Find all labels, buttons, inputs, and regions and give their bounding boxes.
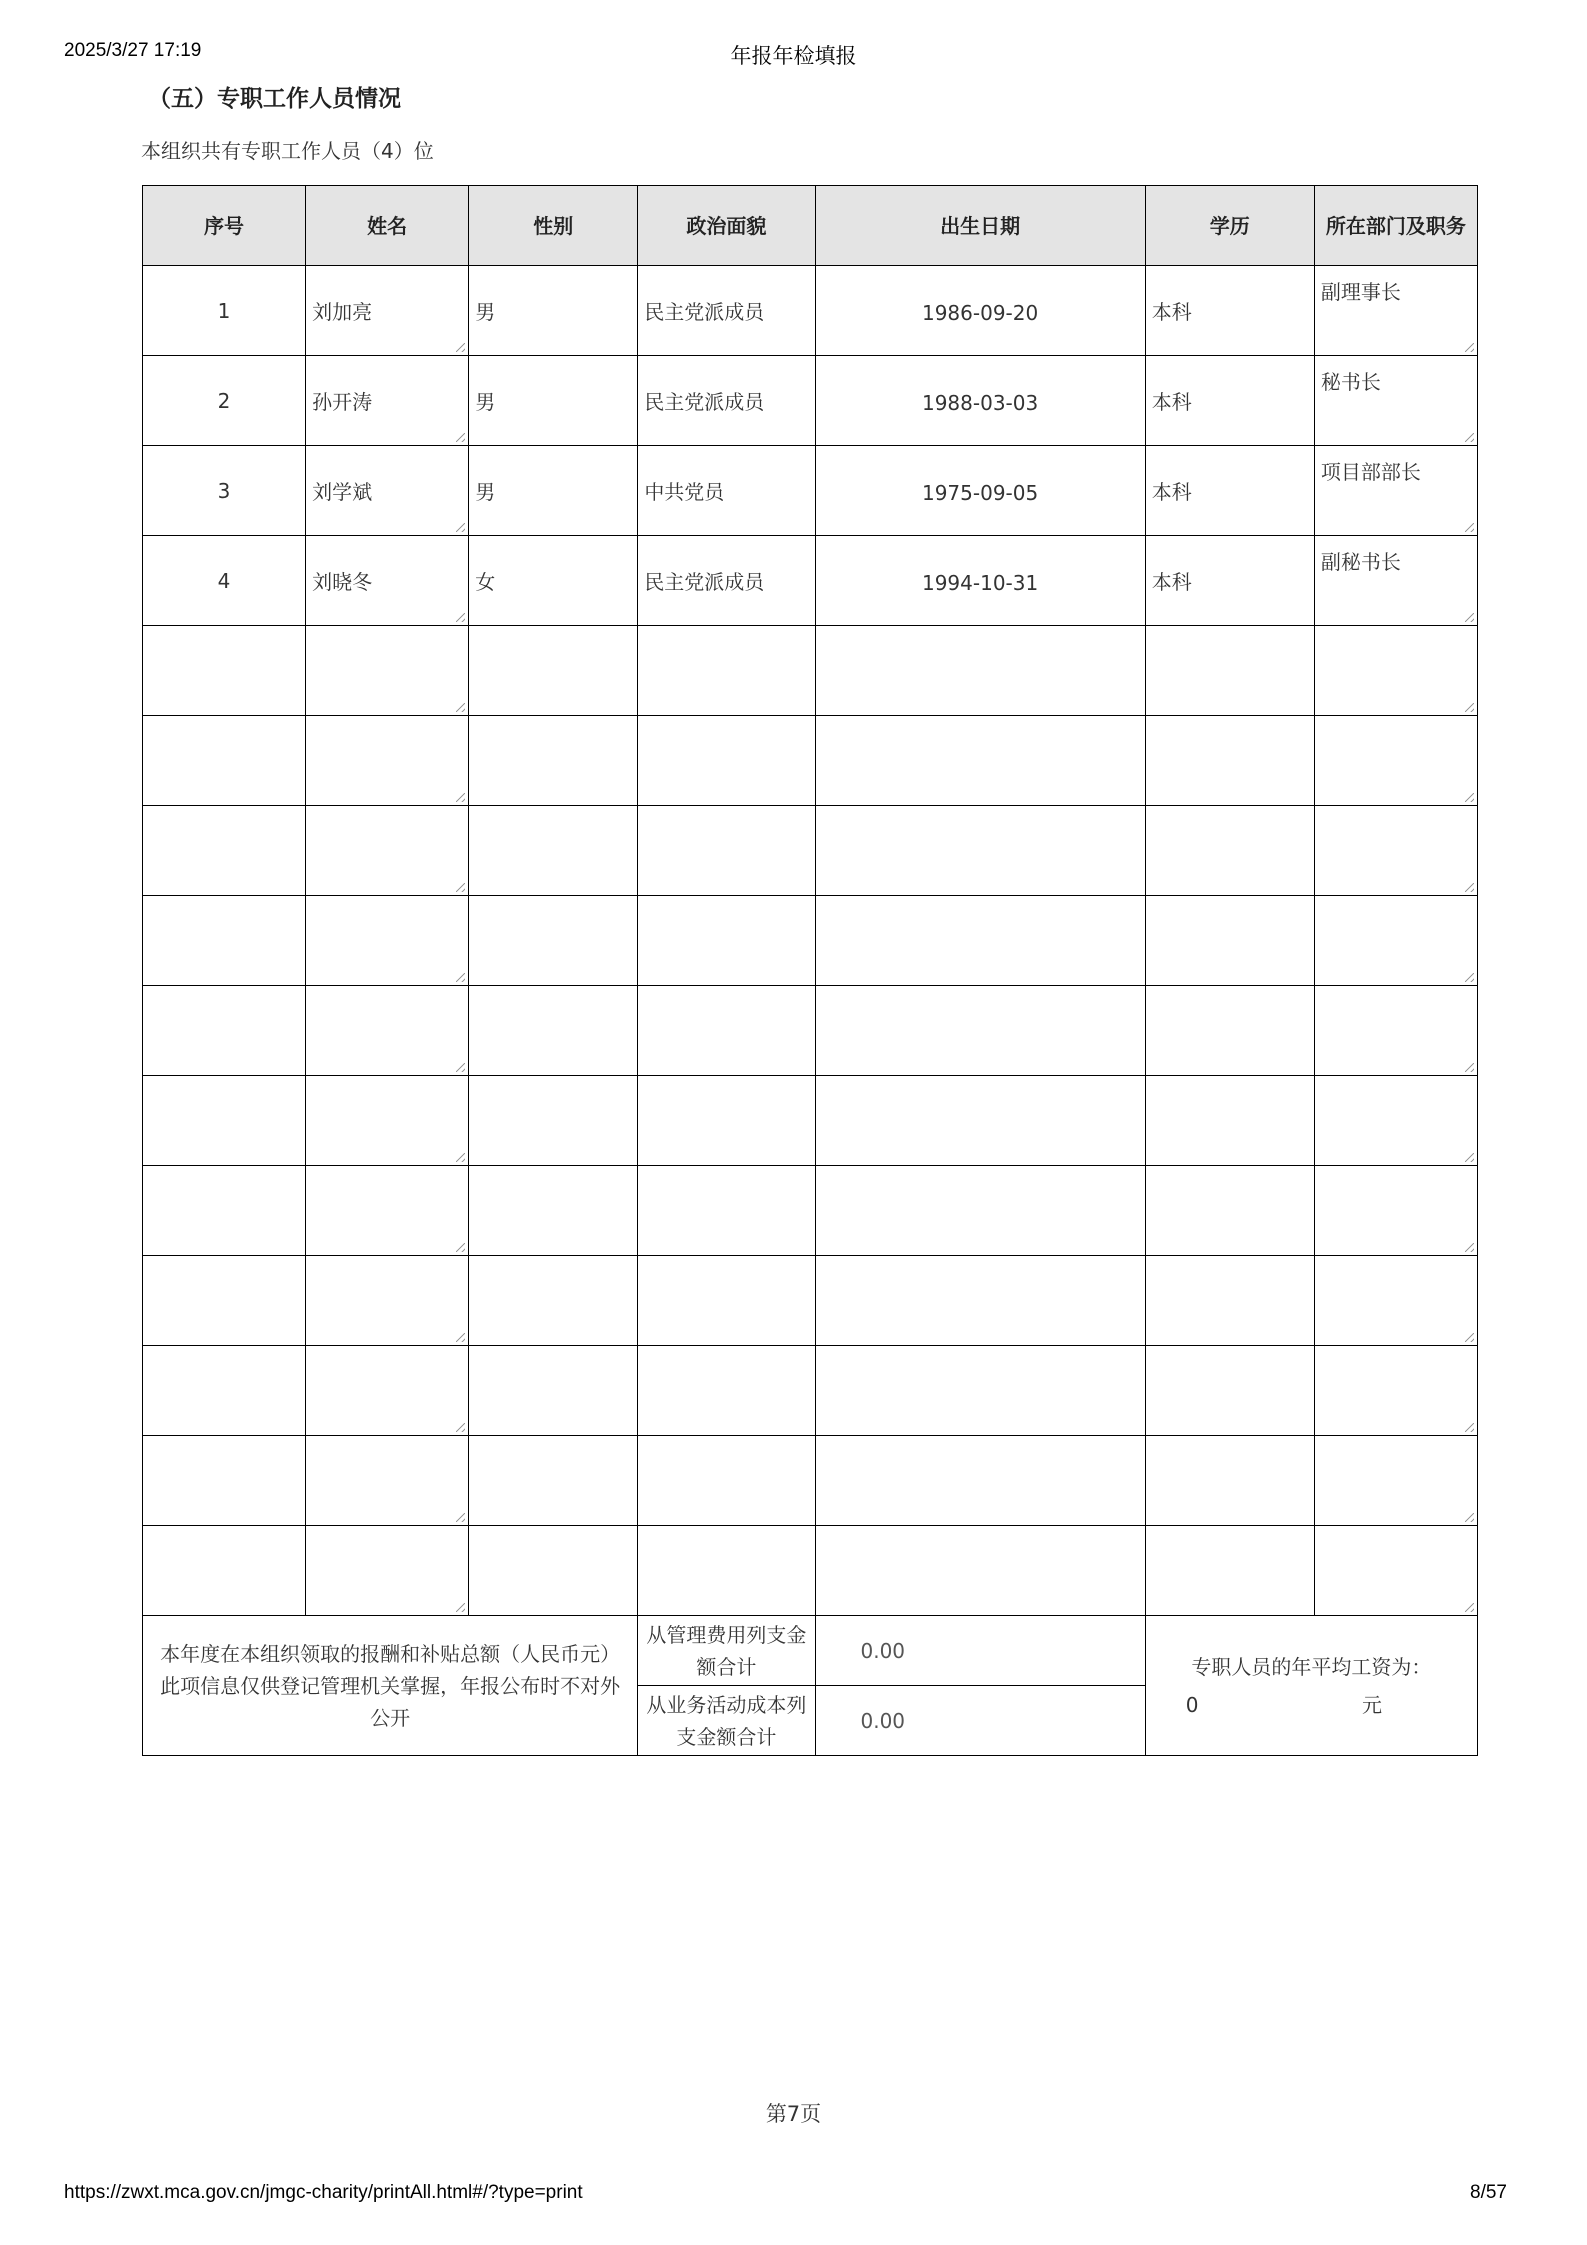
page-count: 8/57 bbox=[1470, 2182, 1507, 2203]
table-row bbox=[143, 626, 1478, 716]
cell-name[interactable] bbox=[306, 1526, 469, 1616]
cell-name[interactable] bbox=[306, 626, 469, 716]
cell-name[interactable] bbox=[306, 1346, 469, 1436]
cell-index bbox=[143, 1076, 306, 1166]
cell-education[interactable] bbox=[1145, 716, 1314, 806]
average-salary-value[interactable]: 0 bbox=[1185, 1692, 1199, 1717]
cell-index bbox=[143, 806, 306, 896]
cell-department-position[interactable] bbox=[1314, 1076, 1477, 1166]
cell-department-position[interactable] bbox=[1314, 1256, 1477, 1346]
cell-name[interactable] bbox=[306, 716, 469, 806]
cell-department-position[interactable] bbox=[1314, 986, 1477, 1076]
cell-birth-date[interactable]: 1975-09-05 bbox=[815, 446, 1145, 536]
section-title: （五）专职工作人员情况 bbox=[148, 86, 401, 112]
cell-name[interactable] bbox=[306, 896, 469, 986]
cell-education[interactable]: 本科 bbox=[1145, 266, 1314, 356]
cell-gender[interactable] bbox=[469, 1166, 638, 1256]
cell-political-status[interactable] bbox=[638, 1436, 815, 1526]
cell-political-status[interactable] bbox=[638, 1526, 815, 1616]
cell-political-status[interactable] bbox=[638, 896, 815, 986]
cell-name[interactable] bbox=[306, 1166, 469, 1256]
cell-gender[interactable]: 男 bbox=[469, 266, 638, 356]
table-row bbox=[143, 1526, 1478, 1616]
cell-political-status[interactable] bbox=[638, 986, 815, 1076]
cell-gender[interactable] bbox=[469, 1076, 638, 1166]
cell-index bbox=[143, 1166, 306, 1256]
cell-education[interactable] bbox=[1145, 1346, 1314, 1436]
header-education: 学历 bbox=[1145, 186, 1314, 266]
cell-birth-date[interactable] bbox=[815, 1256, 1145, 1346]
cell-gender[interactable] bbox=[469, 1346, 638, 1436]
cell-gender[interactable] bbox=[469, 896, 638, 986]
staff-count-summary: 本组织共有专职工作人员（4）位 bbox=[141, 139, 434, 163]
cell-birth-date[interactable] bbox=[815, 1076, 1145, 1166]
cell-education[interactable]: 本科 bbox=[1145, 446, 1314, 536]
cell-political-status[interactable] bbox=[638, 1076, 815, 1166]
cell-education[interactable]: 本科 bbox=[1145, 356, 1314, 446]
average-salary-unit: 元 bbox=[1362, 1692, 1382, 1717]
cell-department-position[interactable]: 秘书长 bbox=[1314, 356, 1477, 446]
table-row bbox=[143, 266, 1478, 356]
table-row bbox=[143, 1436, 1478, 1526]
table-row bbox=[143, 806, 1478, 896]
cell-department-position[interactable]: 项目部部长 bbox=[1314, 446, 1477, 536]
cell-index bbox=[143, 1256, 306, 1346]
cell-name[interactable] bbox=[306, 1076, 469, 1166]
cell-birth-date[interactable]: 1986-09-20 bbox=[815, 266, 1145, 356]
cell-gender[interactable] bbox=[469, 1256, 638, 1346]
cell-gender[interactable] bbox=[469, 1526, 638, 1616]
cell-department-position[interactable]: 副理事长 bbox=[1314, 266, 1477, 356]
cell-birth-date[interactable] bbox=[815, 1166, 1145, 1256]
header-birth-date: 出生日期 bbox=[815, 186, 1145, 266]
print-timestamp: 2025/3/27 17:19 bbox=[64, 40, 202, 61]
staff-table bbox=[142, 185, 1478, 1756]
cell-index: 1 bbox=[143, 266, 306, 356]
cell-gender[interactable]: 男 bbox=[469, 356, 638, 446]
cell-department-position[interactable]: 副秘书长 bbox=[1314, 536, 1477, 626]
compensation-row-management bbox=[143, 1616, 1478, 1686]
header-name: 姓名 bbox=[306, 186, 469, 266]
compensation-note-title: 本年度在本组织领取的报酬和补贴总额（人民币元） bbox=[160, 1641, 621, 1666]
cell-birth-date[interactable] bbox=[815, 1346, 1145, 1436]
compensation-note bbox=[143, 1616, 638, 1756]
cell-education[interactable]: 本科 bbox=[1145, 536, 1314, 626]
cell-name[interactable]: 刘晓冬 bbox=[306, 536, 469, 626]
page-number: 第7页 bbox=[765, 2102, 822, 2126]
cell-department-position[interactable] bbox=[1314, 806, 1477, 896]
cell-name[interactable] bbox=[306, 986, 469, 1076]
table-row bbox=[143, 1166, 1478, 1256]
cell-education[interactable] bbox=[1145, 626, 1314, 716]
cell-index bbox=[143, 1436, 306, 1526]
table-row bbox=[143, 1346, 1478, 1436]
cell-gender[interactable] bbox=[469, 626, 638, 716]
cell-political-status[interactable]: 中共党员 bbox=[638, 446, 815, 536]
cell-index bbox=[143, 1526, 306, 1616]
cell-gender[interactable] bbox=[469, 806, 638, 896]
cell-index: 2 bbox=[143, 356, 306, 446]
management-expense-value[interactable]: 0.00 bbox=[815, 1616, 1145, 1686]
cell-birth-date[interactable] bbox=[815, 806, 1145, 896]
cell-education[interactable] bbox=[1145, 1436, 1314, 1526]
cell-education[interactable] bbox=[1145, 806, 1314, 896]
table-row bbox=[143, 1256, 1478, 1346]
business-cost-value[interactable]: 0.00 bbox=[815, 1686, 1145, 1756]
cell-gender[interactable] bbox=[469, 1436, 638, 1526]
cell-education[interactable] bbox=[1145, 986, 1314, 1076]
cell-birth-date[interactable]: 1994-10-31 bbox=[815, 536, 1145, 626]
cell-department-position[interactable] bbox=[1314, 1526, 1477, 1616]
cell-department-position[interactable] bbox=[1314, 626, 1477, 716]
cell-political-status[interactable] bbox=[638, 1166, 815, 1256]
average-salary-cell bbox=[1145, 1616, 1477, 1756]
cell-department-position[interactable] bbox=[1314, 896, 1477, 986]
cell-political-status[interactable] bbox=[638, 716, 815, 806]
cell-name[interactable] bbox=[306, 1256, 469, 1346]
average-salary-label: 专职人员的年平均工资为： bbox=[1191, 1654, 1432, 1679]
cell-political-status[interactable]: 民主党派成员 bbox=[638, 356, 815, 446]
cell-name[interactable]: 孙开涛 bbox=[306, 356, 469, 446]
cell-birth-date[interactable] bbox=[815, 896, 1145, 986]
cell-political-status[interactable]: 民主党派成员 bbox=[638, 536, 815, 626]
print-page-title: 年报年检填报 bbox=[730, 44, 857, 68]
cell-gender[interactable] bbox=[469, 986, 638, 1076]
cell-birth-date[interactable] bbox=[815, 986, 1145, 1076]
cell-index bbox=[143, 986, 306, 1076]
table-row bbox=[143, 896, 1478, 986]
cell-index: 4 bbox=[143, 536, 306, 626]
cell-birth-date[interactable] bbox=[815, 1436, 1145, 1526]
staff-table-body bbox=[143, 266, 1478, 1616]
cell-department-position[interactable] bbox=[1314, 1166, 1477, 1256]
cell-education[interactable] bbox=[1145, 1256, 1314, 1346]
cell-education[interactable] bbox=[1145, 1076, 1314, 1166]
cell-education[interactable] bbox=[1145, 1166, 1314, 1256]
cell-political-status[interactable] bbox=[638, 806, 815, 896]
cell-department-position[interactable] bbox=[1314, 1436, 1477, 1526]
cell-birth-date[interactable] bbox=[815, 716, 1145, 806]
header-department-position: 所在部门及职务 bbox=[1314, 186, 1477, 266]
cell-political-status[interactable] bbox=[638, 1256, 815, 1346]
cell-education[interactable] bbox=[1145, 896, 1314, 986]
cell-index: 3 bbox=[143, 446, 306, 536]
cell-education[interactable] bbox=[1145, 1526, 1314, 1616]
cell-index bbox=[143, 626, 306, 716]
table-row bbox=[143, 986, 1478, 1076]
cell-birth-date[interactable] bbox=[815, 1526, 1145, 1616]
table-row bbox=[143, 446, 1478, 536]
management-expense-label: 从管理费用列支金额合计 bbox=[638, 1616, 815, 1686]
cell-index bbox=[143, 1346, 306, 1436]
business-cost-label: 从业务活动成本列支金额合计 bbox=[638, 1686, 815, 1756]
compensation-note-privacy: 此项信息仅供登记管理机关掌握，年报公布时不对外公开 bbox=[160, 1673, 621, 1730]
cell-birth-date[interactable] bbox=[815, 626, 1145, 716]
table-header-row bbox=[143, 186, 1478, 266]
cell-political-status[interactable] bbox=[638, 626, 815, 716]
cell-political-status[interactable]: 民主党派成员 bbox=[638, 266, 815, 356]
cell-name[interactable] bbox=[306, 1436, 469, 1526]
header-gender: 性别 bbox=[469, 186, 638, 266]
table-row bbox=[143, 716, 1478, 806]
cell-department-position[interactable] bbox=[1314, 716, 1477, 806]
cell-name[interactable]: 刘学斌 bbox=[306, 446, 469, 536]
table-row bbox=[143, 356, 1478, 446]
cell-index bbox=[143, 896, 306, 986]
cell-gender[interactable]: 女 bbox=[469, 536, 638, 626]
cell-political-status[interactable] bbox=[638, 1346, 815, 1436]
header-political-status: 政治面貌 bbox=[638, 186, 815, 266]
cell-department-position[interactable] bbox=[1314, 1346, 1477, 1436]
table-row bbox=[143, 536, 1478, 626]
cell-index bbox=[143, 716, 306, 806]
cell-name[interactable]: 刘加亮 bbox=[306, 266, 469, 356]
table-row bbox=[143, 1076, 1478, 1166]
header-index: 序号 bbox=[143, 186, 306, 266]
cell-birth-date[interactable]: 1988-03-03 bbox=[815, 356, 1145, 446]
page-url: https://zwxt.mca.gov.cn/jmgc-charity/printAll.html#/?type=print bbox=[64, 2182, 583, 2203]
cell-gender[interactable]: 男 bbox=[469, 446, 638, 536]
cell-gender[interactable] bbox=[469, 716, 638, 806]
cell-name[interactable] bbox=[306, 806, 469, 896]
